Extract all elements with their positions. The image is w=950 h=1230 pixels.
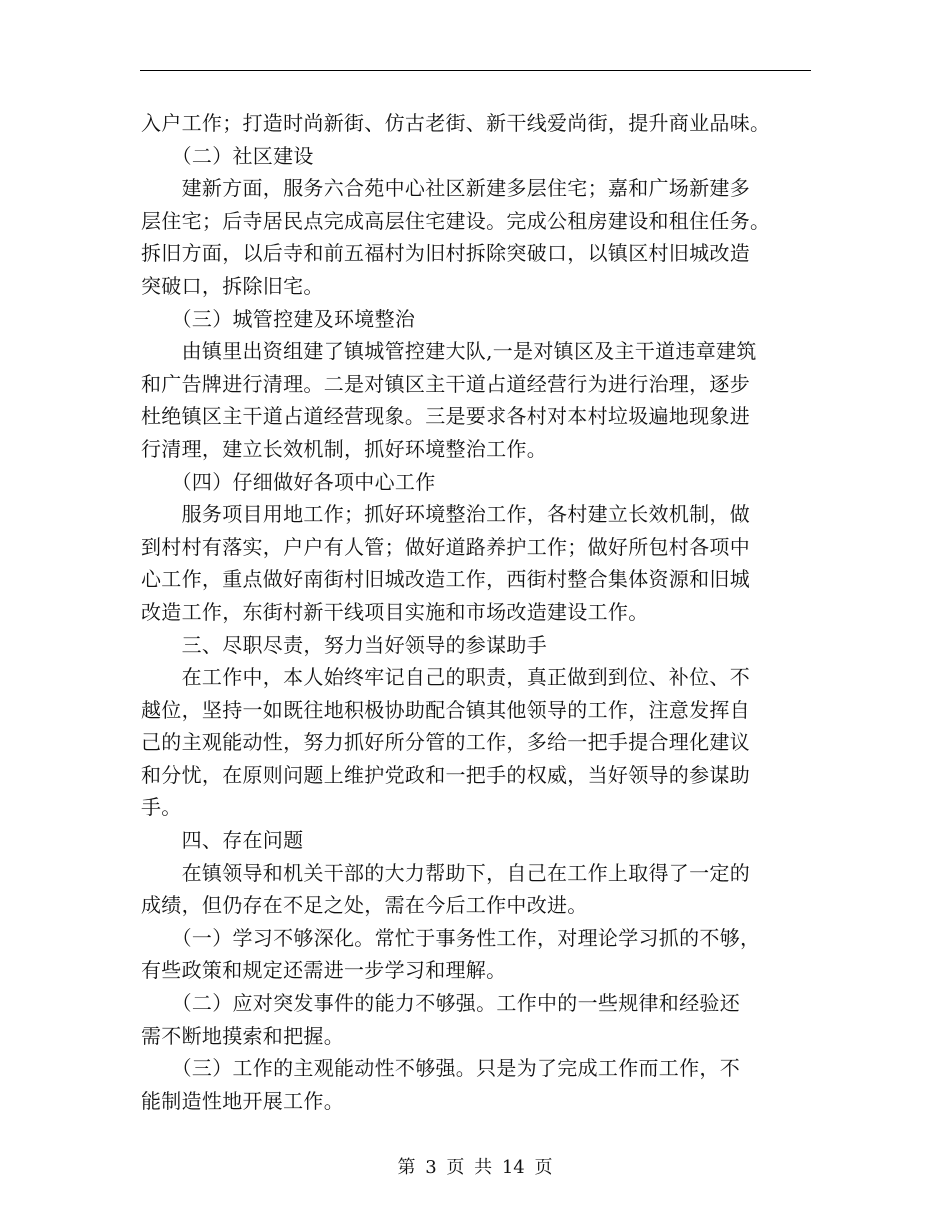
section-heading-urban-management: （三）城管控建及环境整治 (141, 306, 416, 331)
section-heading-problems: 四、存在问题 (141, 828, 304, 853)
section-heading-duty: 三、尽职尽责，努力当好领导的参谋助手 (141, 632, 547, 657)
problem-item-2: （二）应对突发事件的能力不够强。工作中的一些规律和经验还 需不断地摸索和把握。 (141, 991, 740, 1048)
paragraph-1: 入户工作；打造时尚新街、仿古老街、新干线爱尚街，提升商业品味。 (141, 111, 771, 135)
paragraph-central-work: 服务项目用地工作；抓好环境整治工作，各村建立长效机制，做 到村村有落实，户户有人管；做好道路养护工作；做好所包村各项中 心工作，重点做好南街村旧城改造工作，西街村整合集体资源和旧城 改造工作，东街村新干线项目实施和市场改造建设工作。 (141, 502, 750, 624)
paragraph-community: 建新方面，服务六合苑中心社区新建多层住宅；嘉和广场新建多 层住宅；后寺居民点完成高层住宅建设。完成公租房建设和租住任务。 拆旧方面，以后寺和前五福村为旧村拆除突破口，以镇区村旧城改造 突破口，拆除旧宅。 (141, 176, 771, 298)
header-rule (140, 70, 811, 71)
section-heading-community: （二）社区建设 (141, 143, 314, 168)
paragraph-urban-management: 由镇里出资组建了镇城管控建大队,一是对镇区及主干道违章建筑 和广告牌进行清理。二是对镇区主干道占道经营行为进行治理，逐步 杜绝镇区主干道占道经营现象。三是要求各村对本村垃圾遍地现象进 行清理，建立长效机制，抓好环境整治工作。 (141, 339, 757, 461)
problem-item-1: （一）学习不够深化。常忙于事务性工作，对理论学习抓的不够， 有些政策和规定还需进一步学习和理解。 (141, 925, 761, 983)
section-heading-central-work: （四）仔细做好各项中心工作 (141, 469, 436, 494)
paragraph-duty: 在工作中，本人始终牢记自己的职责，真正做到到位、补位、不 越位，坚持一如既往地积极协助配合镇其他领导的工作，注意发挥自 己的主观能动性，努力抓好所分管的工作，多给一把手提合理化建议 和分忧，在原则问题上维护党政和一把手的权威，当好领导的参谋助 手。 (141, 665, 750, 820)
paragraph-problems: 在镇领导和机关干部的大力帮助下，自己在工作上取得了一定的 成绩，但仍存在不足之处，需在今后工作中改进。 (141, 860, 750, 918)
document-body (141, 107, 811, 1117)
problem-item-3: （三）工作的主观能动性不够强。只是为了完成工作而工作，不 能制造性地开展工作。 (141, 1056, 740, 1113)
page-footer: 第 3 页 共 14 页 (397, 1157, 553, 1178)
